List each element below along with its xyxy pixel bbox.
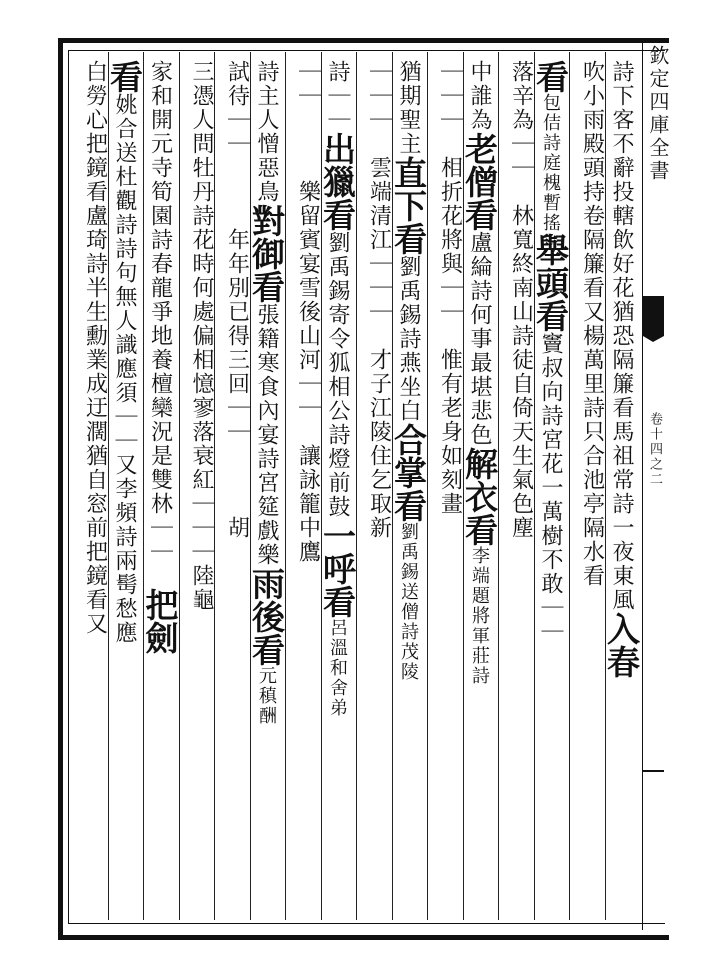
headword: 入春 xyxy=(602,612,641,678)
text-segment: 年年別已得三回｜｜ xyxy=(224,228,250,444)
text-segment: 詩｜｜ xyxy=(325,60,350,132)
text-segment: ｜｜｜ xyxy=(437,60,463,132)
text-segment: 落辛為｜｜ xyxy=(508,60,534,180)
headword: 對御看 xyxy=(247,204,286,303)
text-segment: 盧綸詩何事最堪悲色 xyxy=(467,231,492,447)
text-column xyxy=(500,60,532,920)
fishtail-mark-icon xyxy=(643,296,664,336)
volume-label: 卷十四之二 xyxy=(647,412,662,487)
column-rule xyxy=(250,52,251,920)
text-segment: 猶期聖主 xyxy=(396,60,421,156)
text-segment xyxy=(148,564,173,588)
text-segment xyxy=(296,420,321,444)
text-segment: 胡 xyxy=(224,516,250,540)
column-rule xyxy=(392,52,393,920)
headword: 把劍 xyxy=(140,588,180,654)
column-rule xyxy=(179,52,180,920)
text-segment: 元稹酬 xyxy=(256,666,277,726)
text-segment xyxy=(509,180,534,204)
text-segment: 相折花將與｜｜ xyxy=(437,156,463,324)
text-segment: 三憑人問牡丹詩花時何處偏相憶寥落衰紅｜｜｜陸龜 xyxy=(189,60,214,612)
text-segment: 詩下客不辭投轄飲好花猶恐隔簾看馬祖常詩一夜東風 xyxy=(609,60,634,612)
text-column xyxy=(602,60,641,920)
text-column xyxy=(105,60,144,920)
text-column xyxy=(571,60,603,920)
text-column xyxy=(429,60,461,920)
text-column xyxy=(318,60,357,920)
headword: 看 xyxy=(531,60,570,93)
headword: 看 xyxy=(105,60,144,93)
column-rule xyxy=(143,52,144,920)
text-segment: 試待｜｜ xyxy=(224,60,250,156)
headword: 雨後看 xyxy=(247,567,286,666)
text-segment: 才子江陵住乞取新 xyxy=(366,348,392,540)
text-segment: 讓詠籠中鷹 xyxy=(295,444,321,564)
text-column xyxy=(358,60,390,920)
text-segment: 惟有老身如刻畫 xyxy=(437,348,463,516)
text-segment xyxy=(225,156,250,228)
text-column xyxy=(216,60,248,920)
text-segment: 中誰為 xyxy=(467,60,492,132)
text-column xyxy=(389,60,428,920)
column-rule xyxy=(463,52,464,920)
text-segment xyxy=(367,324,392,348)
text-segment: 劉禹錫送僧詩茂陵 xyxy=(398,522,419,682)
text-segment: 呂溫和舍弟 xyxy=(327,618,348,718)
text-segment: 劉禹錫詩燕坐白 xyxy=(396,255,421,423)
text-column xyxy=(140,60,180,920)
text-column xyxy=(181,60,213,920)
text-segment: 詩主人憎惡鳥 xyxy=(254,60,279,204)
text-column xyxy=(460,60,499,920)
headword: 老僧看 xyxy=(460,132,499,231)
column-rule xyxy=(214,52,215,920)
text-column xyxy=(247,60,286,920)
headword: 舉頭看 xyxy=(531,233,570,332)
text-segment: 李端題將軍莊詩 xyxy=(469,546,490,686)
column-rule xyxy=(605,52,606,920)
text-segment: 樂留賓宴雪後山河｜｜ xyxy=(295,180,321,420)
text-segment xyxy=(367,132,392,156)
text-column xyxy=(74,60,106,920)
column-rule xyxy=(108,52,109,920)
text-column xyxy=(531,60,570,920)
book-title: 欽定四庫全書 xyxy=(646,45,670,183)
text-segment: 張籍寒食內宴詩宮筵戲樂 xyxy=(254,303,279,567)
text-segment xyxy=(296,108,321,180)
text-segment: 竇叔向詩宮花一萬樹不敢｜｜ xyxy=(538,332,563,644)
headword: 合掌看 xyxy=(389,423,428,522)
text-segment: 雲端清江｜｜｜ xyxy=(366,156,392,324)
text-segment: 白勞心把鏡看盧琦詩半生勳業成迂濶猶自窓前把鏡看又 xyxy=(82,60,108,636)
column-rule xyxy=(569,52,570,920)
text-segment xyxy=(225,444,250,516)
text-segment: 林寬終南山詩徒自倚天生氣色塵 xyxy=(508,204,534,540)
text-segment: 姚合送杜觀詩詩句無人識應須｜｜又李頻詩兩髩愁應 xyxy=(112,93,137,645)
text-segment: 劉禹錫寄令狐相公詩燈前鼓 xyxy=(325,231,350,519)
column-rule xyxy=(321,52,322,920)
text-segment xyxy=(438,324,463,348)
headword: 一呼看 xyxy=(318,519,357,618)
text-segment: 吹小雨殿頭持卷隔簾看又楊萬里詩只合池亭隔水看 xyxy=(579,60,605,588)
headword: 直下看 xyxy=(389,156,428,255)
column-rule xyxy=(534,52,535,920)
text-segment: ｜｜ xyxy=(295,60,321,108)
text-segment: 包佶詩庭槐暫搖 xyxy=(540,93,561,233)
headword: 解衣看 xyxy=(460,447,499,546)
column-rule xyxy=(285,52,286,920)
margin-divider xyxy=(643,770,664,772)
text-segment xyxy=(438,132,463,156)
headword: 出獵看 xyxy=(318,132,357,231)
text-segment: ｜｜｜ xyxy=(366,60,392,132)
text-column xyxy=(287,60,319,920)
text-segment: 家和開元寺筍園詩春龍爭地養檀欒況是雙林｜｜ xyxy=(147,60,173,564)
